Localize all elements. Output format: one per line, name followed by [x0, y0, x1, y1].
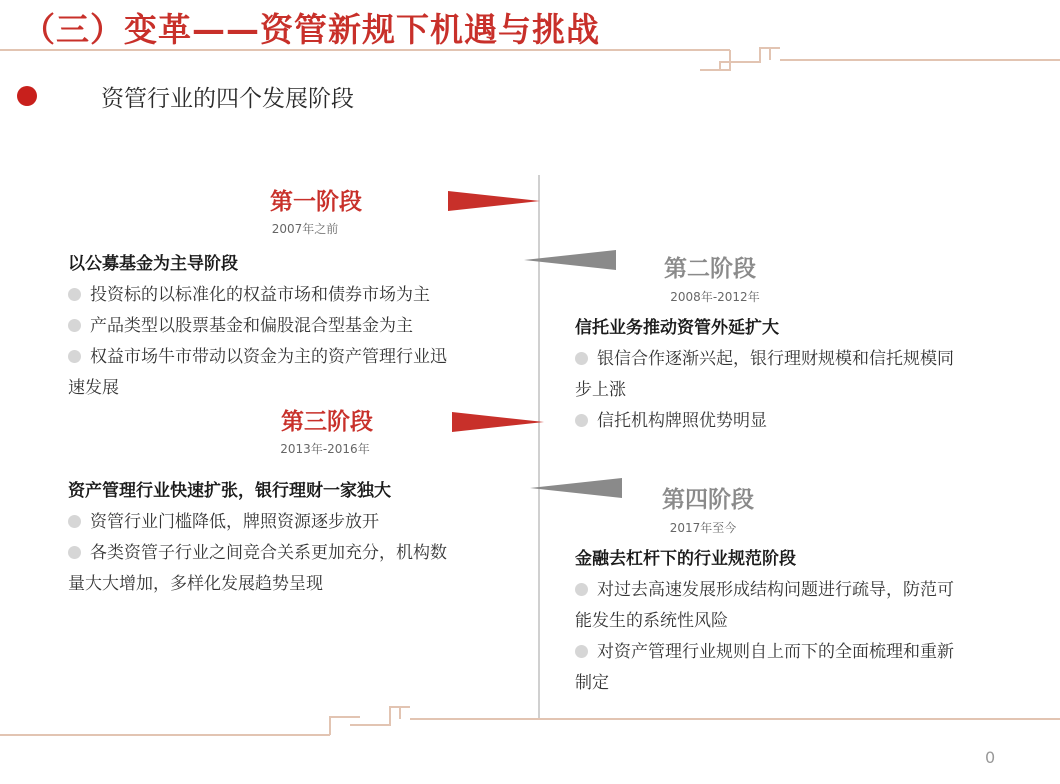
list-item-continuation: 速发展 [68, 378, 119, 398]
list-item-continuation: 制定 [575, 673, 609, 693]
arrow-left-gray-icon [530, 475, 622, 501]
list-item-continuation: 步上涨 [575, 380, 626, 400]
bullet-icon [68, 515, 81, 528]
bullet-icon [68, 350, 81, 363]
stage-4-name: 第四阶段 [662, 487, 754, 513]
list-item: 各类资管子行业之间竞合关系更加充分，机构数 [68, 538, 518, 569]
list-item: 权益市场牛市带动以资金为主的资产管理行业迅 [68, 342, 518, 373]
stage-3-name: 第三阶段 [281, 409, 373, 435]
decorative-line-top [0, 40, 1060, 80]
page-title: （三）变革——资管新规下机遇与挑战 [22, 10, 600, 49]
list-item-continuation: 量大大增加，多样化发展趋势呈现 [68, 574, 323, 594]
arrow-right-red-icon [448, 188, 540, 214]
arrow-left-gray-icon [524, 247, 616, 273]
list-item: 投资标的以标准化的权益市场和债券市场为主 [68, 280, 518, 311]
bullet-icon [575, 352, 588, 365]
decorative-line-bottom [0, 695, 1060, 740]
stage-4-date: 2017年至今 [669, 521, 737, 535]
list-item: 对资产管理行业规则自上而下的全面梳理和重新 [575, 637, 995, 668]
stage-1-content [68, 249, 518, 404]
list-item: 银信合作逐渐兴起，银行理财规模和信托规模同 [575, 344, 995, 375]
list-item: 对过去高速发展形成结构问题进行疏导，防范可 [575, 575, 995, 606]
page-number: 0 [985, 748, 996, 767]
list-item: 产品类型以股票基金和偏股混合型基金为主 [68, 311, 518, 342]
stage-2-name: 第二阶段 [664, 256, 756, 282]
stage-4-heading: 金融去杠杆下的行业规范阶段 [575, 549, 796, 569]
stage-1-heading: 以公募基金为主导阶段 [68, 254, 238, 274]
stage-3-content [68, 476, 518, 600]
bullet-icon [575, 414, 588, 427]
bullet-icon [68, 319, 81, 332]
stage-3-heading: 资产管理行业快速扩张，银行理财一家独大 [68, 481, 391, 501]
stage-2-date: 2008年-2012年 [670, 290, 760, 304]
list-item: 资管行业门槛降低，牌照资源逐步放开 [68, 507, 518, 538]
list-item: 信托机构牌照优势明显 [575, 406, 995, 437]
bullet-icon [575, 645, 588, 658]
stage-2-heading: 信托业务推动资管外延扩大 [575, 318, 779, 338]
stage-2-content [575, 313, 995, 437]
stage-1-name: 第一阶段 [270, 189, 362, 215]
bullet-dot-icon [17, 86, 37, 106]
bullet-icon [68, 546, 81, 559]
stage-1-date: 2007年之前 [271, 222, 339, 236]
stage-3-date: 2013年-2016年 [280, 442, 370, 456]
bullet-icon [575, 583, 588, 596]
stage-4-content [575, 544, 995, 699]
arrow-right-red-icon [452, 409, 544, 435]
bullet-icon [68, 288, 81, 301]
section-subtitle: 资管行业的四个发展阶段 [101, 86, 354, 112]
list-item-continuation: 能发生的系统性风险 [575, 611, 728, 631]
